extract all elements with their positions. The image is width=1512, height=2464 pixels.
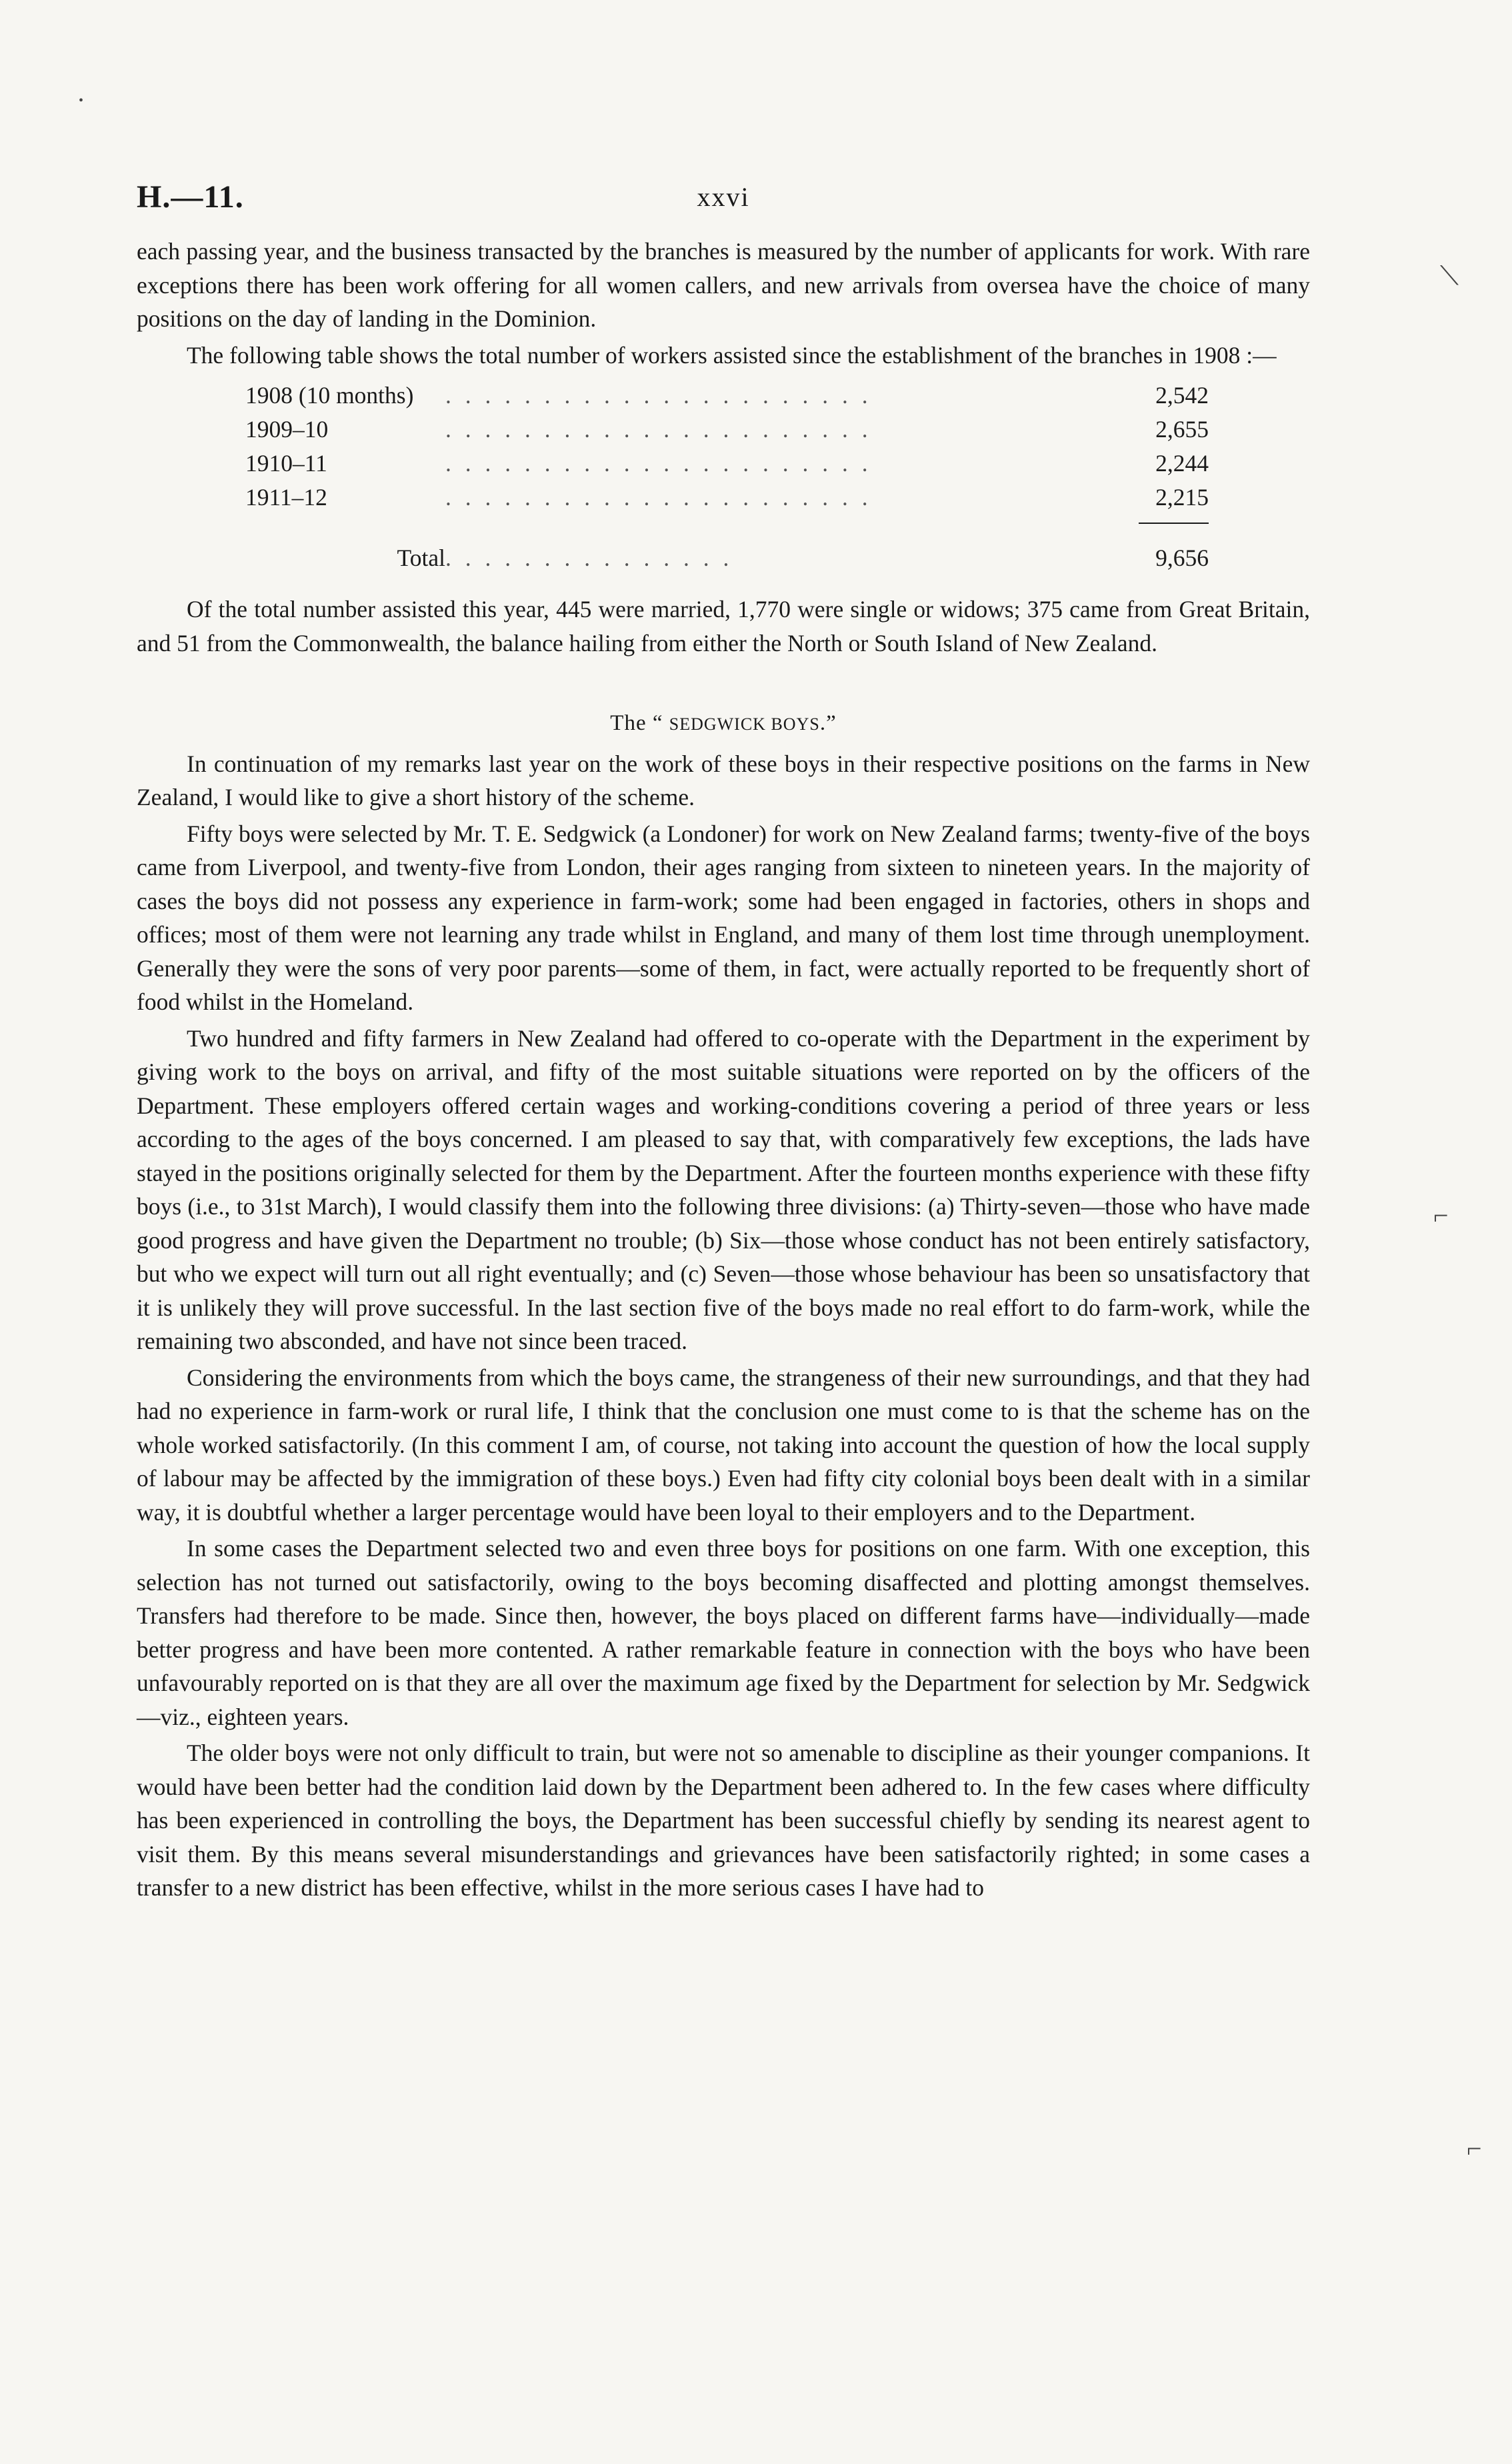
section-heading-suffix: .” [819,711,837,735]
table-row [245,481,1209,515]
value-text: 2,215 [1155,484,1209,511]
paragraph: Considering the environments from which the boys came, the strangeness of their new surroundings, and that they had had no experience in farm-work or rural life, I think that the conclusion one must come to is that the scheme has on the whole worked satisfactorily. (In this comment I am, of course, not taking into account the question of how the local supply of labour may be affected by the immigration of these boys.) Even had fifty city colonial boys been dealt with in a similar way, it is doubtful whether a larger percentage would have been loyal to their employers and to the Department. [137,1364,1310,1526]
paragraph: In some cases the Department selected two and even three boys for positions on one farm. With one exception, this selection has not turned out satisfactorily, owing to the boys becoming disaffected and plotting amongst themselves. Transfers had therefore to be made. Since then, however, the boys placed on different farms have—individually—made better progress and have been more contented. A rather remarkable feature in connection with the boys who have been unfavourably reported on is that they are all over the maximum age fixed by the Department for selection by Mr. Sedgwick—viz., eighteen years. [137,1535,1310,1730]
paragraph: Two hundred and fifty farmers in New Zealand had offered to co-operate with the Department in the experiment by giving work to the boys on arrival, and fifty of the most suitable situations were reported on by the officers of the Department. These employers offered certain wages and working-conditions covering a period of three years or less according to the ages of the boys concerned. I am pleased to say that, with comparatively few exceptions, the lads have stayed in the positions originally selected for them by the Department. After the fourteen months experience with these fifty boys (i.e., to 31st March), I would classify them into the following three divisions: (a) Thirty-seven—those who have made good progress and have given the Department no trouble; (b) Six—those whose conduct has not been entirely satisfactory, but who we expect will turn out all right eventually; and (c) Seven—those whose behaviour has been so unsatisfactory that it is unlikely they will prove successful. In the last section five of the boys made no real effort to do farm-work, while the remaining two absconded, and have not since been traced. [137,1024,1310,1354]
section-heading-prefix: The “ [610,711,669,735]
margin-mark: ⟍ [1440,261,1459,291]
total-row [245,515,1209,575]
paragraph: Fifty boys were selected by Mr. T. E. Sedgwick (a Londoner) for work on New Zealand farms; twenty-five of the boys came from Liverpool, and twenty-five from London, their ages ranging from sixteen to nineteen years. In the majority of cases the boys did not possess any experience in farm-work; some had been engaged in factories, others in shops and offices; most of them were not learning any trade whilst in England, and many of them lost time through unemployment. Generally they were the sons of very poor parents—some of them, in fact, were actually reported to be frequently short of food whilst in the Homeland. [137,820,1310,1015]
workers-assisted-table [245,379,1209,575]
paragraph: In continuation of my remarks last year on the work of these boys in their respective positions on the farms in New Zealand, I would like to give a short history of the scheme. [137,750,1310,810]
leader-dots: . . . . . . . . . . . . . . . [445,545,733,572]
value-cell: 2,244 [1155,450,1209,477]
year-cell: 1908 (10 months) [245,382,414,409]
leader-dots: . . . . . . . . . . . . . . . . . . . . . . [445,484,872,511]
leader-dots: . . . . . . . . . . . . . . . . . . . . . . [445,416,872,443]
section-heading-title: SEDGWICK BOYS [669,714,820,734]
total-label: Total [397,545,445,572]
paragraph: Of the total number assisted this year, 445 were married, 1,770 were single or widows; 375 came from Great Britain, and 51 from the Commonwealth, the balance hailing from either the North or South Island of New Zealand. [137,596,1310,656]
paragraph: each passing year, and the business transacted by the branches is measured by the number of applicants for work. With rare exceptions there has been work offering for all women callers, and new arrivals from oversea have the choice of many positions on the day of landing in the Dominion. [137,238,1310,332]
sum-rule [1139,523,1209,524]
value-cell: 2,655 [1155,416,1209,443]
table-row [245,413,1209,447]
section-heading [137,706,1310,742]
total-value-cell [1129,515,1209,575]
margin-mark: ⌐ [1433,1200,1449,1230]
leader-dots: . . . . . . . . . . . . . . . . . . . . . . [445,450,872,477]
value-cell [1129,481,1209,515]
page-number: xxvi [697,182,750,212]
paragraph: The older boys were not only difficult to train, but were not so amenable to discipline as their younger companions. It would have been better had the condition laid down by the Department been adhered to. In the few cases where difficulty has been experienced in controlling the boys, the Department has been successful chiefly by sending its nearest agent to visit them. By this means several misunderstandings and grievances have been satisfactorily righted; in some cases a transfer to a new district has been effective, whilst in the more serious cases I have had to [137,1740,1310,1901]
page-body [137,235,1310,1905]
table-row [245,447,1209,481]
leader-dots: . . . . . . . . . . . . . . . . . . . . . . [445,382,872,409]
year-cell: 1911–12 [245,484,327,511]
margin-mark: ⌐ [1467,2133,1482,2163]
paragraph: The following table shows the total number of workers assisted since the establishment of the branches in 1908 :— [187,341,1277,369]
value-cell: 2,542 [1155,382,1209,409]
document-reference: H.—11. [137,179,244,215]
scan-speck: • [79,93,84,108]
year-cell: 1910–11 [245,450,327,477]
year-cell: 1909–10 [245,416,329,443]
page-header [137,179,1310,219]
table-row [245,379,1209,413]
total-value: 9,656 [1155,545,1209,572]
